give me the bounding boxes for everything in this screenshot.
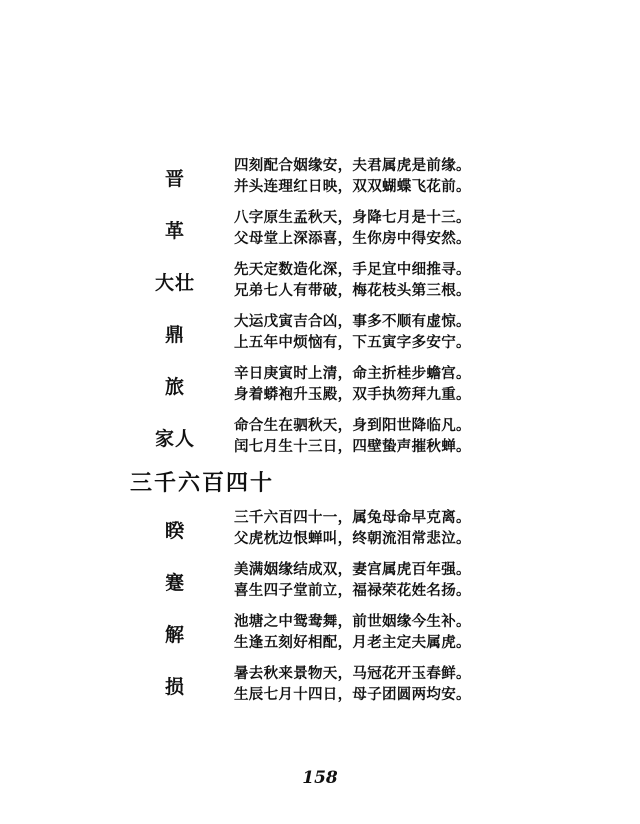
entry-name: 鼎 xyxy=(164,324,185,346)
page-number: 158 xyxy=(302,768,338,788)
entry-line: 三千六百四十一，属兔母命早克离。 xyxy=(234,509,471,526)
entry-name: 大壮 xyxy=(154,272,195,294)
entry xyxy=(0,610,640,654)
entry-line: 并头连理红日映，双双蝴蝶飞花前。 xyxy=(234,178,471,195)
entry-line: 辛日庚寅时上清，命主折桂步蟾宫。 xyxy=(234,365,471,382)
entry xyxy=(0,414,640,458)
entry-line: 美满姻缘结成双，妻宫属虎百年强。 xyxy=(234,561,471,578)
entry-line: 父虎枕边恨蝉叫，终朝流泪常悲泣。 xyxy=(234,530,471,547)
entry-line: 父母堂上深添喜，生你房中得安然。 xyxy=(234,230,471,247)
entry-line: 闰七月生十三日，四壁蛰声摧秋蝉。 xyxy=(234,438,471,455)
entry xyxy=(0,258,640,302)
entry-name: 蹇 xyxy=(164,572,185,594)
entry-line: 生辰七月十四日，母子团圆两均安。 xyxy=(234,686,471,703)
entry-line: 四刻配合姻缘安，夫君属虎是前缘。 xyxy=(234,157,471,174)
entry-name: 家人 xyxy=(154,428,195,450)
entry-line: 身着蟒袍升玉殿，双手执笏拜九重。 xyxy=(234,386,471,403)
entry-line: 喜生四子堂前立，福禄荣花姓名扬。 xyxy=(234,582,471,599)
entry-name: 晋 xyxy=(164,168,185,190)
entry xyxy=(0,558,640,602)
entry xyxy=(0,310,640,354)
entry-line: 上五年中烦恼有，下五寅字多安宁。 xyxy=(234,334,471,351)
entry-line: 兄弟七人有带破，梅花枝头第三根。 xyxy=(234,282,471,299)
entry-line: 暑去秋来景物天，马冠花开玉春鲜。 xyxy=(234,665,471,682)
entry-name: 革 xyxy=(164,220,185,242)
entry-line: 先天定数造化深，手足宜中细推寻。 xyxy=(234,261,471,278)
entry xyxy=(0,506,640,550)
entry xyxy=(0,362,640,406)
entry xyxy=(0,662,640,706)
entry-name: 损 xyxy=(164,676,185,698)
entry-name: 睽 xyxy=(164,520,185,542)
entry-line: 大运戊寅吉合凶，事多不顺有虚惊。 xyxy=(234,313,471,330)
entry-line: 命合生在驷秋天，身到阳世降临凡。 xyxy=(234,417,471,434)
entry-line: 生逢五刻好相配，月老主定夫属虎。 xyxy=(234,634,471,651)
entry xyxy=(0,206,640,250)
entry-line: 池塘之中鸳鸯舞，前世姻缘今生补。 xyxy=(234,613,471,630)
entry-name: 解 xyxy=(164,624,185,646)
entry xyxy=(0,154,640,198)
entry-line: 八字原生孟秋天，身降七月是十三。 xyxy=(234,209,471,226)
section-heading: 三千六百四十 xyxy=(130,470,275,496)
entry-name: 旅 xyxy=(164,376,185,398)
